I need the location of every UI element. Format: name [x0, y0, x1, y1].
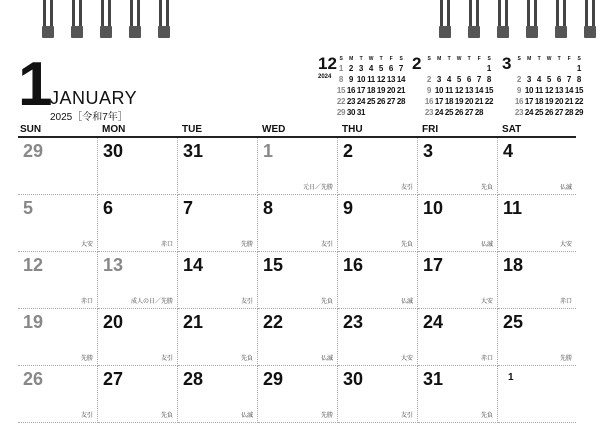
day-cell[interactable] — [178, 366, 258, 423]
day-cell[interactable] — [498, 366, 576, 423]
month-number: 1 — [18, 50, 51, 119]
mini-day: 23 — [424, 108, 434, 117]
day-number: 11 — [503, 198, 523, 218]
day-cell[interactable] — [418, 252, 498, 309]
rokuyo-label: 友引 — [160, 356, 173, 362]
mini-day: 19 — [454, 97, 464, 106]
mini-day — [454, 63, 464, 74]
mini-day: 11 — [367, 75, 375, 84]
mini-weekday-header: W — [456, 56, 462, 62]
binding-ring — [158, 0, 170, 40]
day-cell[interactable] — [258, 252, 338, 309]
day-number: 16 — [343, 255, 364, 275]
mini-day: 3 — [526, 75, 532, 84]
binding-ring — [100, 0, 112, 40]
binding-rings-left — [42, 0, 187, 40]
rokuyo-label: 大安 — [559, 242, 572, 248]
day-cell[interactable] — [258, 309, 338, 366]
mini-day: 31 — [356, 108, 366, 117]
day-cell[interactable] — [418, 138, 498, 195]
day-number: 20 — [103, 312, 124, 332]
mini-weekday-header: S — [517, 56, 521, 62]
mini-day: 9 — [516, 86, 522, 95]
day-cell[interactable] — [98, 366, 178, 423]
mini-day: 16 — [346, 86, 356, 95]
day-number: 2 — [343, 141, 354, 161]
mini-day: 30 — [346, 108, 356, 117]
day-cell[interactable] — [98, 138, 178, 195]
mini-day: 18 — [366, 86, 376, 95]
rokuyo-label: 先負 — [480, 413, 493, 419]
rokuyo-label: 友引 — [240, 299, 253, 305]
day-number: 26 — [23, 369, 44, 389]
day-cell[interactable] — [18, 138, 98, 195]
calendar-grid — [18, 138, 576, 423]
mini-day: 15 — [336, 86, 346, 95]
mini-weekday-header: F — [567, 56, 571, 62]
day-number: 9 — [343, 198, 354, 218]
day-cell[interactable] — [498, 252, 576, 309]
day-cell[interactable] — [338, 366, 418, 423]
mini-day — [474, 63, 484, 74]
day-cell[interactable] — [18, 366, 98, 423]
rokuyo-label: 赤口 — [480, 356, 493, 362]
rokuyo-label: 赤口 — [160, 242, 173, 248]
mini-day: 5 — [456, 75, 462, 84]
day-cell[interactable] — [498, 309, 576, 366]
mini-day: 26 — [544, 108, 554, 117]
day-cell[interactable] — [258, 195, 338, 252]
mini-weekday-header: T — [467, 56, 471, 62]
day-cell[interactable] — [258, 366, 338, 423]
mini-day: 4 — [536, 75, 542, 84]
mini-day: 20 — [386, 86, 396, 95]
rokuyo-label: 先勝 — [80, 356, 93, 362]
day-cell[interactable] — [338, 138, 418, 195]
mini-day: 3 — [358, 64, 364, 73]
day-cell[interactable] — [418, 309, 498, 366]
rokuyo-label: 赤口 — [559, 299, 572, 305]
mini-day: 3 — [436, 75, 442, 84]
day-cell[interactable] — [98, 252, 178, 309]
day-number: 25 — [503, 312, 524, 332]
day-cell[interactable] — [338, 195, 418, 252]
weekday-header-tue: TUE — [182, 124, 202, 135]
day-cell[interactable] — [498, 195, 576, 252]
day-number: 13 — [103, 255, 124, 275]
rokuyo-label: 友引 — [80, 413, 93, 419]
mini-day: 8 — [338, 75, 344, 84]
rokuyo-label: 友引 — [400, 413, 413, 419]
mini-weekday-header: W — [546, 56, 552, 62]
rokuyo-label: 仏滅 — [240, 413, 253, 419]
mini-day: 17 — [434, 97, 444, 106]
day-number: 7 — [183, 198, 194, 218]
mini-year: 2024 — [318, 74, 332, 80]
mini-weekday-header: T — [537, 56, 541, 62]
rokuyo-label: 仏滅 — [559, 185, 572, 191]
weekday-header-wed: WED — [262, 124, 286, 135]
mini-day: 13 — [386, 75, 396, 84]
mini-day: 27 — [386, 97, 396, 106]
day-cell[interactable] — [338, 309, 418, 366]
day-cell[interactable] — [18, 252, 98, 309]
mini-day: 18 — [534, 97, 544, 106]
day-number: 22 — [263, 312, 284, 332]
mini-day: 7 — [398, 64, 404, 73]
mini-weekday-header: T — [557, 56, 561, 62]
mini-day: 25 — [366, 97, 376, 106]
mini-day: 22 — [574, 97, 584, 106]
binding-ring — [584, 0, 596, 40]
mini-day: 22 — [484, 97, 494, 106]
mini-day: 17 — [356, 86, 366, 95]
day-number: 30 — [103, 141, 124, 161]
mini-day: 11 — [535, 86, 543, 95]
mini-day: 13 — [464, 86, 474, 95]
day-number: 31 — [183, 141, 204, 161]
mini-day: 20 — [554, 97, 564, 106]
day-cell[interactable] — [498, 138, 576, 195]
mini-weekday-header: F — [389, 56, 393, 62]
year-label: 2025［令和7年］ — [50, 112, 128, 123]
day-number: 31 — [423, 369, 444, 389]
mini-day: 12 — [544, 86, 554, 95]
day-cell[interactable] — [178, 195, 258, 252]
day-number: 5 — [23, 198, 34, 218]
rokuyo-label: 赤口 — [80, 299, 93, 305]
mini-day: 16 — [514, 97, 524, 106]
day-number: 15 — [263, 255, 284, 275]
mini-day: 26 — [454, 108, 464, 117]
mini-weekday-header: T — [447, 56, 451, 62]
mini-weekday-header: M — [437, 56, 441, 62]
binding-rings-right — [439, 0, 600, 40]
mini-day — [444, 63, 454, 74]
day-number: 4 — [503, 141, 514, 161]
mini-day: 28 — [564, 108, 574, 117]
binding-ring — [42, 0, 54, 40]
binding-ring — [71, 0, 83, 40]
binding-ring — [555, 0, 567, 40]
rokuyo-label: 仏滅 — [400, 299, 413, 305]
day-cell[interactable] — [98, 195, 178, 252]
day-cell[interactable] — [98, 309, 178, 366]
mini-day: 15 — [574, 86, 584, 95]
mini-day: 29 — [574, 108, 584, 117]
day-cell[interactable] — [178, 252, 258, 309]
day-number: 17 — [423, 255, 444, 275]
mini-day: 14 — [396, 75, 406, 84]
day-cell[interactable] — [178, 138, 258, 195]
day-cell[interactable] — [178, 309, 258, 366]
mini-month-number: 3 — [502, 54, 512, 73]
rokuyo-label: 先勝 — [559, 356, 572, 362]
mini-day: 22 — [336, 97, 346, 106]
mini-day: 4 — [368, 64, 374, 73]
rokuyo-label: 先勝 — [320, 413, 333, 419]
rokuyo-label: 仏滅 — [320, 356, 333, 362]
mini-day — [424, 63, 434, 74]
day-number: 23 — [343, 312, 364, 332]
mini-day: 4 — [446, 75, 452, 84]
mini-day — [534, 63, 544, 74]
mini-day: 25 — [534, 108, 544, 117]
day-number: 19 — [23, 312, 44, 332]
day-number: 30 — [343, 369, 364, 389]
mini-day: 16 — [424, 97, 434, 106]
mini-weekday-header: M — [527, 56, 531, 62]
day-number: 21 — [183, 312, 204, 332]
day-number: 28 — [183, 369, 204, 389]
mini-day: 28 — [474, 108, 484, 117]
day-cell[interactable] — [338, 252, 418, 309]
mini-weekday-header: M — [349, 56, 353, 62]
mini-day — [464, 63, 474, 74]
mini-day: 10 — [524, 86, 534, 95]
day-cell[interactable] — [18, 309, 98, 366]
mini-day: 21 — [474, 97, 484, 106]
mini-day: 27 — [464, 108, 474, 117]
mini-day: 13 — [554, 86, 564, 95]
mini-day: 7 — [476, 75, 482, 84]
mini-day-grid — [514, 55, 584, 118]
mini-day: 1 — [576, 64, 582, 73]
mini-day: 23 — [514, 108, 524, 117]
binding-ring — [468, 0, 480, 40]
mini-day — [544, 63, 554, 74]
rokuyo-label: 友引 — [400, 185, 413, 191]
mini-day: 21 — [564, 97, 574, 106]
mini-day: 17 — [524, 97, 534, 106]
day-number: 14 — [183, 255, 204, 275]
binding-ring — [526, 0, 538, 40]
rokuyo-label: 友引 — [320, 242, 333, 248]
mini-weekday-header: F — [477, 56, 481, 62]
mini-day: 24 — [434, 108, 444, 117]
mini-day: 19 — [376, 86, 386, 95]
mini-day-grid — [336, 55, 406, 118]
mini-day: 1 — [338, 64, 344, 73]
day-number: 12 — [23, 255, 44, 275]
weekday-header-sat: SAT — [502, 124, 522, 135]
day-number: 6 — [103, 198, 114, 218]
mini-day: 8 — [576, 75, 582, 84]
mini-day — [554, 63, 564, 74]
mini-day: 14 — [564, 86, 574, 95]
rokuyo-label: 仏滅 — [480, 242, 493, 248]
mini-weekday-header: S — [427, 56, 431, 62]
day-number: 8 — [263, 198, 274, 218]
rokuyo-label: 先負 — [480, 185, 493, 191]
day-number: 3 — [423, 141, 434, 161]
mini-day: 6 — [388, 64, 394, 73]
mini-day: 2 — [348, 64, 354, 73]
mini-month-number: 2 — [412, 54, 422, 73]
mini-day: 29 — [336, 108, 346, 117]
binding-ring — [439, 0, 451, 40]
rokuyo-label: 大安 — [400, 356, 413, 362]
day-cell[interactable] — [258, 138, 338, 195]
mini-weekday-header: S — [399, 56, 403, 62]
rokuyo-label: 大安 — [80, 242, 93, 248]
mini-day: 10 — [434, 86, 444, 95]
mini-day: 10 — [356, 75, 366, 84]
day-number: 1 — [263, 141, 274, 161]
rokuyo-label: 元日／先勝 — [302, 185, 333, 191]
day-number: 27 — [103, 369, 124, 389]
mini-day: 12 — [376, 75, 386, 84]
mini-day: 5 — [546, 75, 552, 84]
mini-day: 25 — [444, 108, 454, 117]
binding-ring — [129, 0, 141, 40]
rokuyo-label: 先負 — [320, 299, 333, 305]
mini-day: 2 — [516, 75, 522, 84]
mini-day: 11 — [445, 86, 453, 95]
weekday-header-thu: THU — [342, 124, 363, 135]
rokuyo-label: 先勝 — [240, 242, 253, 248]
mini-day: 28 — [396, 97, 406, 106]
month-name: JANUARY — [50, 88, 138, 108]
weekday-header-sun: SUN — [20, 124, 42, 135]
mini-day: 12 — [454, 86, 464, 95]
mini-day — [434, 63, 444, 74]
mini-day: 6 — [556, 75, 562, 84]
mini-day: 8 — [486, 75, 492, 84]
rokuyo-label: 成人の日／先勝 — [130, 299, 173, 305]
mini-day: 5 — [378, 64, 384, 73]
mini-day: 1 — [486, 64, 492, 73]
mini-day: 14 — [474, 86, 484, 95]
day-number: 29 — [23, 141, 44, 161]
rokuyo-label: 先負 — [240, 356, 253, 362]
day-cell[interactable] — [18, 195, 98, 252]
mini-day: 20 — [464, 97, 474, 106]
mini-weekday-header: T — [359, 56, 363, 62]
day-cell[interactable] — [418, 366, 498, 423]
mini-day: 9 — [348, 75, 354, 84]
binding-ring — [497, 0, 509, 40]
mini-day: 9 — [426, 86, 432, 95]
mini-weekday-header: S — [577, 56, 581, 62]
day-number: 24 — [423, 312, 444, 332]
rokuyo-label: 大安 — [480, 299, 493, 305]
weekday-header-mon: MON — [102, 124, 126, 135]
mini-day: 6 — [466, 75, 472, 84]
mini-day: 24 — [356, 97, 366, 106]
day-cell[interactable] — [418, 195, 498, 252]
mini-weekday-header: T — [379, 56, 383, 62]
day-number: 1 — [508, 372, 514, 383]
mini-day: 23 — [346, 97, 356, 106]
mini-day: 18 — [444, 97, 454, 106]
rokuyo-label: 先負 — [160, 413, 173, 419]
mini-day: 7 — [566, 75, 572, 84]
mini-day: 24 — [524, 108, 534, 117]
mini-day: 19 — [544, 97, 554, 106]
day-number: 29 — [263, 369, 284, 389]
rokuyo-label: 先負 — [400, 242, 413, 248]
mini-day: 21 — [396, 86, 406, 95]
mini-day — [564, 63, 574, 74]
mini-day-grid — [424, 55, 494, 118]
mini-weekday-header: S — [339, 56, 343, 62]
mini-day: 15 — [484, 86, 494, 95]
day-number: 18 — [503, 255, 524, 275]
mini-day — [524, 63, 534, 74]
mini-day: 27 — [554, 108, 564, 117]
day-number: 10 — [423, 198, 444, 218]
mini-day: 2 — [426, 75, 432, 84]
mini-weekday-header: W — [368, 56, 374, 62]
mini-day — [514, 63, 524, 74]
mini-day: 26 — [376, 97, 386, 106]
mini-weekday-header: S — [487, 56, 491, 62]
mini-month-number: 12 — [318, 54, 337, 73]
weekday-header-fri: FRI — [422, 124, 439, 135]
